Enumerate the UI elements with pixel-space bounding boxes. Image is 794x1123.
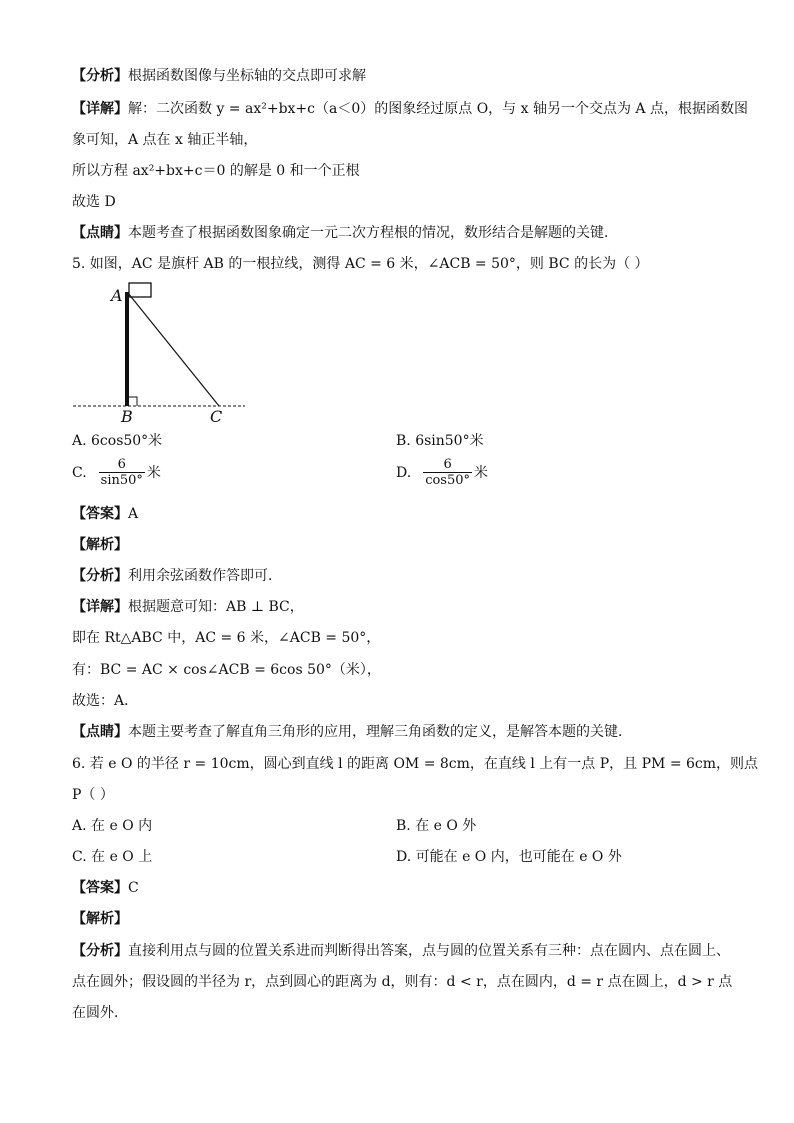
section-tag: 【解析】 [72,537,128,553]
section-text: 解：二次函数 y = ax²+bx+c（a＜0）的图象经过原点 O，与 x 轴另一个交点为 A 点，根据函数图 [128,101,748,117]
section-tag: 【详解】 [72,599,128,615]
point-a-label: A [111,286,123,305]
equation-line: 所以方程 ax²+bx+c＝0 的解是 0 和一个正根 [72,163,360,179]
flag-shape [129,283,151,297]
section-text: A [128,506,139,522]
q6-option-b: B. 在 e O 外 [396,818,477,834]
q5-detail-1 [72,598,304,616]
q5-analysis [72,567,282,585]
section-text: 直接利用点与圆的位置关系进而判断得出答案，点与圆的位置关系有三种：点在圆内、点在圆上、 [128,943,730,959]
q6-answer [72,879,139,897]
solution-line [72,100,748,118]
q6-option-d: D. 可能在 e O 内，也可能在 e O 外 [396,849,622,865]
question-6-stem: 6. 若 e O 的半径 r = 10cm，圆心到直线 l 的距离 OM = 8cm，在直线 l 上有一点 P，且 PM = 6cm，则点 [72,756,759,772]
solution-line-cont: 象可知，A 点在 x 轴正半轴， [72,132,258,148]
fraction-numerator: 6 [117,457,126,472]
section-text: 利用余弦函数作答即可． [128,568,282,584]
q5-option-d [396,457,488,488]
q6-analysis-1 [72,942,730,960]
option-c-fraction [99,457,145,488]
option-d-unit: 米 [474,464,489,481]
section-tag: 【点睛】 [72,724,128,740]
section-text: 根据题意可知：AB ⊥ BC， [128,599,304,615]
q6-analysis-2: 点在圆外；假设圆的半径为 r，点到圆心的距离为 d，则有：d < r，点在圆内，d = r 点在圆上，d > r 点 [72,974,733,990]
flagpole-figure [70,280,250,430]
fraction-denominator: sin50° [100,473,143,488]
right-angle-mark [129,397,137,406]
option-c-prefix: C. [72,464,87,481]
question-5-stem: 5. 如图，AC 是旗杆 AB 的一根拉线，测得 AC = 6 米，∠ACB = 50°，则 BC 的长为（ ） [72,256,649,272]
section-text: 本题主要考查了解直角三角形的应用，理解三角函数的定义，是解答本题的关键． [128,724,632,740]
fraction-numerator: 6 [443,457,452,472]
section-text: C [128,880,139,896]
option-c-unit: 米 [146,464,161,481]
q5-option-c [72,457,161,488]
q5-detail-3: 有：BC = AC × cos∠ACB = 6cos 50°（米）， [72,662,381,678]
q5-option-a: A. 6cos50°米 [72,433,163,449]
choice-line: 故选 D [72,194,116,210]
section-tag: 【分析】 [72,68,128,84]
section-text: 本题考查了根据函数图象确定一元二次方程根的情况，数形结合是解题的关键． [128,225,618,241]
section-tag: 【分析】 [72,568,128,584]
q5-answer [72,505,138,523]
option-d-prefix: D. [396,464,412,481]
comment-line [72,224,618,242]
section-tag: 【详解】 [72,101,128,117]
q5-detail-2: 即在 Rt△ABC 中，AC = 6 米，∠ACB = 50°， [72,630,381,646]
q6-option-c: C. 在 e O 上 [72,849,153,865]
option-d-fraction [423,457,472,488]
flagpole-diagram [70,280,250,430]
q6-explanation-heading [72,910,128,928]
section-tag: 【点睛】 [72,225,128,241]
q5-explanation-heading [72,536,128,554]
q6-analysis-3: 在圆外． [72,1005,128,1021]
q5-option-b: B. 6sin50°米 [396,433,484,449]
point-b-label: B [121,407,133,426]
section-tag: 【解析】 [72,911,128,927]
section-tag: 【答案】 [72,880,128,896]
section-tag: 【答案】 [72,506,128,522]
section-text: 根据函数图像与坐标轴的交点即可求解 [128,68,366,84]
fraction-denominator: cos50° [425,473,471,488]
point-c-label: C [210,407,223,426]
question-6-stem-cont: P（ ） [72,787,114,803]
guy-wire-line [128,293,219,406]
section-tag: 【分析】 [72,943,128,959]
analysis-line [72,67,366,85]
q6-option-a: A. 在 e O 内 [72,818,153,834]
q5-comment [72,723,632,741]
q5-choice: 故选：A． [72,693,139,709]
